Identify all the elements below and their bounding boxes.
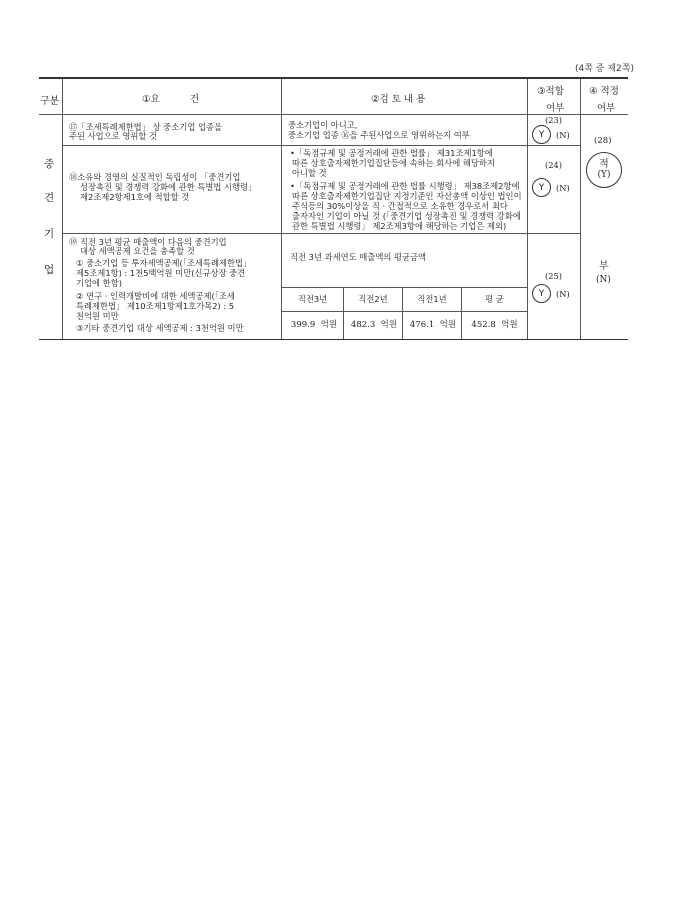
header-adequacy-2: 여부 — [597, 103, 616, 114]
adequacy-yes-circle[interactable] — [586, 152, 622, 188]
col-divider-1 — [62, 79, 63, 339]
review-98a-line: 아니할 것 — [292, 168, 327, 178]
req-99-line: 대상 세액공제 요건을 충족할 것 — [80, 246, 195, 256]
req-99-line: ③기타 중견기업 대상 세액공제 : 3천억원 미만 — [76, 323, 244, 333]
fit-97-number: (23) — [545, 115, 563, 125]
subtable-header: 평 균 — [485, 294, 504, 304]
review-97-line: 중소기업 업종 ⑯을 주된사업으로 영위하는지 여부 — [288, 130, 470, 140]
subtable-value: 452.8 억원 — [471, 320, 518, 330]
req-98-line: ⑱소유와 경영의 실질적인 독립성이 「중견기업 — [69, 172, 241, 182]
req-98-line: 제2조제2항제1호에 적합할 것 — [80, 192, 190, 202]
header-adequacy-1: ④ 적정 — [589, 86, 619, 97]
adequacy-no-char[interactable]: 부 — [599, 261, 609, 272]
subtable-mid-line — [281, 311, 527, 312]
subtable-value: 399.9 억원 — [290, 320, 338, 330]
review-98b-line: 관한 특별법 시행령」 제2조제3항에 해당하는 기업은 제외) — [292, 221, 507, 231]
req-97-line: 주된 사업으로 영위할 것 — [69, 131, 158, 141]
req-98-line: 성장촉진 및 경쟁력 강화에 관한 특별법 시행령」 — [80, 182, 257, 192]
review-99-title: 직전 3년 과세연도 매출액의 평균금액 — [290, 252, 427, 262]
adequacy-yes-label: (Y) — [597, 170, 611, 180]
header-requirement: ①요 건 — [142, 94, 200, 105]
col-divider-3 — [527, 79, 528, 339]
req-99-line: 제5조제1항) : 1천5백억원 미만(신규상장 중견 — [76, 268, 246, 278]
col-divider-4 — [580, 79, 581, 339]
category-char: 업 — [44, 264, 55, 276]
fit-98-number: (24) — [545, 160, 563, 170]
header-review: ②검 토 내 용 — [371, 94, 426, 105]
category-char: 중 — [44, 158, 55, 170]
header-bottom-line — [39, 114, 628, 115]
fit-99-number: (25) — [545, 271, 563, 281]
fit-97-yes-circle[interactable] — [532, 125, 551, 144]
category-char: 기 — [44, 228, 55, 240]
subtable-header: 직전3년 — [297, 294, 328, 304]
review-98b-line: 주식등의 30%이상을 직 · 간접적으로 소유한 경우로서 최다 — [292, 201, 508, 211]
row-line-1 — [62, 145, 580, 146]
subtable-top-line — [281, 287, 527, 288]
req-97-line: ⑰「조세특례제한법」 상 중소기업 업종을 — [69, 122, 223, 132]
req-99-line: ② 연구 · 인력개발비에 대한 세액공제(「조세 — [76, 291, 235, 301]
table-top-border — [39, 77, 628, 79]
fit-99-yes-label: Y — [538, 288, 545, 299]
subtable-value: 476.1 억원 — [409, 320, 457, 330]
header-category: 구분 — [40, 96, 60, 107]
header-fit-1: ③적합 — [537, 86, 564, 97]
req-99-line: 특례제한법」 제10조제1항제1호가목2) : 5 — [76, 301, 235, 311]
fit-98-no[interactable]: (N) — [556, 183, 570, 193]
page-number: (4쪽 중 제2쪽) — [575, 64, 634, 74]
subtable-header: 직전2년 — [358, 294, 388, 304]
subtable-header: 직전1년 — [417, 294, 447, 304]
adequacy-yes-char: 적 — [599, 159, 609, 170]
fit-98-yes-label: Y — [538, 182, 545, 193]
fit-98-yes-circle[interactable] — [532, 178, 551, 197]
fit-99-no[interactable]: (N) — [556, 289, 570, 299]
row-line-2 — [62, 233, 580, 234]
fit-97-no[interactable]: (N) — [556, 130, 570, 140]
review-97-line: 중소기업이 아니고, — [288, 120, 358, 130]
req-99-line: ⑲ 직전 3년 평균 매출액이 다음의 중견기업 — [69, 237, 227, 247]
adequacy-no-label[interactable]: (N) — [596, 275, 611, 285]
fit-97-yes-label: Y — [538, 129, 545, 140]
table-bottom-border — [39, 339, 628, 340]
req-99-line: ① 중소기업 등 투자세액공제(「조세특례제한법」 — [76, 258, 252, 268]
review-98a-line: 따른 상호출자제한기업집단등에 속하는 회사에 해당하지 — [292, 158, 495, 168]
adequacy-number: (28) — [594, 136, 612, 146]
review-98b-line: 출자자인 기업이 아닐 것 (「중견기업 성장촉진 및 경쟁력 강화에 — [292, 211, 521, 221]
category-char: 견 — [44, 192, 55, 204]
req-99-line: 천억원 미만 — [76, 311, 119, 321]
req-99-line: 기업에 한함) — [76, 278, 122, 288]
header-fit-2: 여부 — [546, 103, 565, 114]
review-98b-line: •「독점규제 및 공정거래에 관한 법률 시행령」 제38조제2항에 — [290, 181, 520, 191]
review-98b-line: 따른 상호출자제한기업집단 지정기준인 자산총액 이상인 법인이 — [292, 191, 522, 201]
review-98a-line: •「독점규제 및 공정거래에 관한 법률」 제31조제1항에 — [290, 148, 493, 158]
subtable-value: 482.3 억원 — [350, 320, 398, 330]
fit-99-yes-circle[interactable] — [532, 284, 551, 303]
